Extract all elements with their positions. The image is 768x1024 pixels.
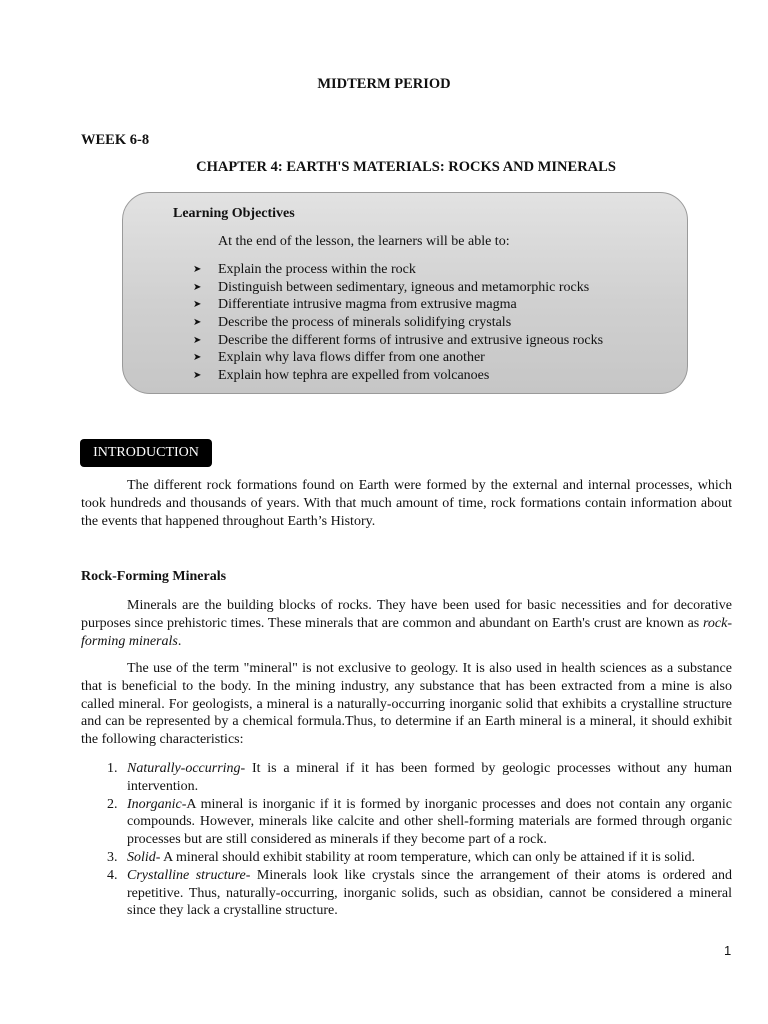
- list-item: [81, 760, 732, 796]
- objective-item: [193, 349, 603, 367]
- arrowhead-bullet-icon: ➤: [193, 334, 202, 346]
- period-title: MIDTERM PERIOD: [317, 76, 451, 92]
- characteristic-term: Solid: [127, 849, 156, 865]
- rock-forming-paragraph-2: The use of the term "mineral" is not exclusive to geology. It is also used in health sciences as a substance that is beneficial to the body. In the mining industry, any substance that has been extracted from a mine is also called mineral. For geologists, a mineral is a naturally-occurring inorganic solid that exhibits a crystalline structure and can be represented by a chemical formula.Thus, to determine if an Earth mineral is a mineral, it should exhibit the following characteristics:: [81, 661, 732, 748]
- learning-objectives-title: Learning Objectives: [173, 206, 295, 221]
- objective-text: Differentiate intrusive magma from extrusive magma: [218, 297, 517, 313]
- item-number: 3.: [107, 849, 118, 865]
- paragraph-end: .: [177, 633, 182, 649]
- learning-objectives-box: [122, 192, 688, 394]
- item-number: 1.: [107, 761, 118, 776]
- rock-forming-minerals-term: rock-forming minerals: [81, 615, 732, 649]
- rock-forming-paragraph-1: [81, 597, 732, 650]
- mineral-characteristics-list: [81, 760, 732, 920]
- objective-item: [193, 261, 603, 279]
- arrowhead-bullet-icon: ➤: [193, 352, 202, 364]
- introduction-paragraph: The different rock formations found on Earth were formed by the external and internal processes, which took hundreds and thousands of years. With that much amount of time, rock formations contain information about the events that happened throughout Earth’s History.: [81, 478, 732, 529]
- arrowhead-bullet-icon: ➤: [193, 370, 202, 382]
- rock-forming-minerals-heading: Rock-Forming Minerals: [81, 569, 227, 584]
- page-number: 1: [724, 943, 732, 958]
- arrowhead-bullet-icon: ➤: [193, 317, 202, 329]
- characteristic-text: - A mineral should exhibit stability at room temperature, which can only be attained if it is solid.: [155, 849, 696, 865]
- introduction-tag: INTRODUCTION: [80, 439, 212, 467]
- characteristic-term: Naturally-occurring: [127, 761, 241, 776]
- objective-text: Explain the process within the rock: [218, 262, 416, 277]
- objective-item: [193, 332, 603, 350]
- objective-text: Explain why lava flows differ from one another: [218, 350, 485, 366]
- arrowhead-bullet-icon: ➤: [193, 281, 202, 293]
- item-number: 4.: [107, 867, 118, 883]
- objective-item: [193, 367, 603, 385]
- characteristic-term: Inorganic: [127, 796, 182, 812]
- list-item: [81, 849, 732, 867]
- list-item: [81, 796, 732, 849]
- characteristic-text: -A mineral is inorganic if it is formed by inorganic processes and does not contain any organic compounds. However, minerals like calcite and other shell-forming materials are formed through organic processes but are still considered as minerals if they become part of a rock.: [127, 796, 732, 848]
- learning-objectives-intro: At the end of the lesson, the learners will be able to:: [218, 234, 510, 249]
- characteristic-text: - It is a mineral if it has been formed by geologic processes without any human intervention.: [127, 761, 732, 794]
- objective-item: [193, 279, 603, 297]
- week-label: WEEK 6-8: [81, 132, 150, 148]
- list-item: [81, 867, 732, 920]
- objective-text: Distinguish between sedimentary, igneous and metamorphic rocks: [218, 279, 590, 295]
- objective-item: [193, 314, 603, 332]
- arrowhead-bullet-icon: ➤: [193, 299, 202, 311]
- learning-objectives-list: [193, 261, 603, 385]
- objective-text: Explain how tephra are expelled from volcanoes: [218, 368, 490, 384]
- objective-text: Describe the different forms of intrusive and extrusive igneous rocks: [218, 332, 604, 348]
- characteristic-term: Crystalline structure: [127, 867, 246, 883]
- chapter-title: CHAPTER 4: EARTH'S MATERIALS: ROCKS AND MINERALS: [196, 159, 616, 175]
- characteristic-text: - Minerals look like crystals since the arrangement of their atoms is ordered and repetitive. Thus, naturally-occurring, inorganic solids, such as obsidian, cannot be considered a mineral since they lack a crystalline structure.: [127, 867, 732, 919]
- arrowhead-bullet-icon: ➤: [193, 264, 202, 275]
- item-number: 2.: [107, 796, 118, 812]
- paragraph-text: Minerals are the building blocks of rocks. They have been used for basic necessities and for decorative purposes since prehistoric times. These minerals that are common and abundant on Earth's crust are known as: [81, 598, 732, 631]
- objective-item: [193, 296, 603, 314]
- objective-text: Describe the process of minerals solidifying crystals: [218, 315, 512, 331]
